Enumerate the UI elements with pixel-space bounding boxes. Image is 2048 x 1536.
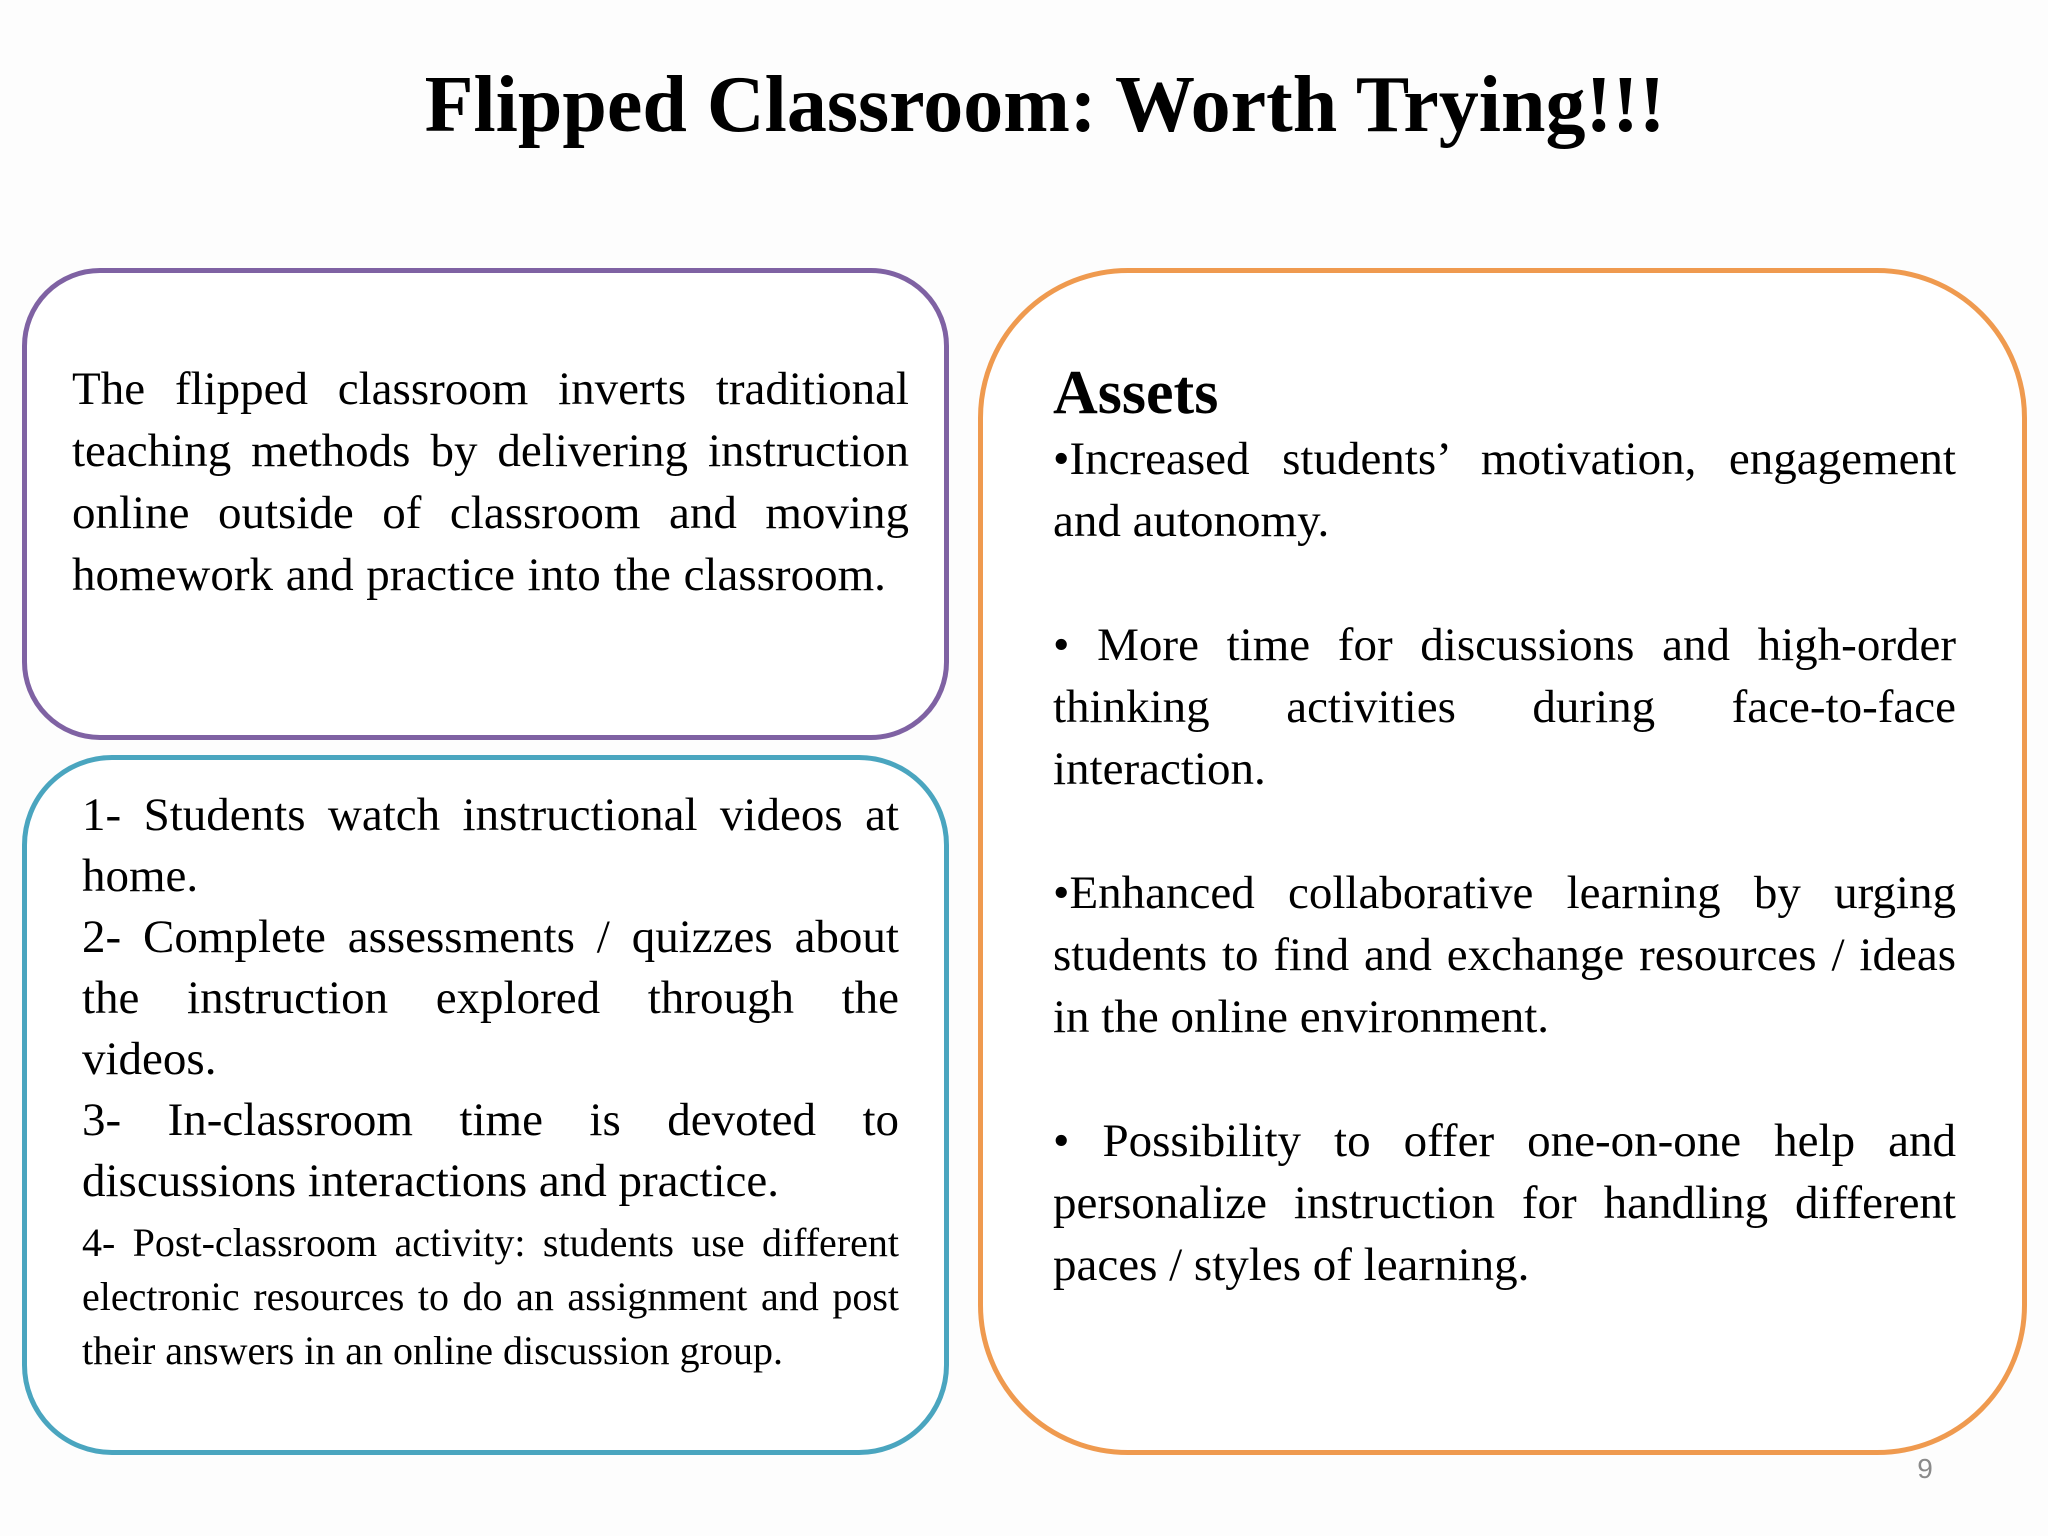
asset-item: •Increased students’ motivation, engagement and autonomy. [1053, 433, 1956, 547]
assets-box [978, 268, 2027, 1455]
assets-heading: Assets [1053, 359, 1219, 427]
step-item: 2- Complete assessments / quizzes about the instruction explored through the videos. [82, 911, 899, 1085]
steps-box [22, 755, 949, 1455]
step-item: 4- Post-classroom activity: students use different electronic resources to do an assignment and post their answers in an online discussion group. [82, 1220, 899, 1373]
slide-title: Flipped Classroom: Worth Trying!!! [424, 61, 1666, 149]
asset-item: • Possibility to offer one-on-one help and personalize instruction for handling different paces / styles of learning. [1053, 1115, 1956, 1291]
steps-list [82, 785, 899, 1378]
assets-content [1053, 358, 1956, 1296]
definition-text: The flipped classroom inverts traditional teaching methods by delivering instruction online outside of classroom and moving homework and practice into the classroom. [72, 363, 909, 601]
asset-item: • More time for discussions and high-order thinking activities during face-to-face interaction. [1053, 619, 1956, 795]
asset-item: •Enhanced collaborative learning by urging students to find and exchange resources / ideas in the online environment. [1053, 867, 1956, 1043]
definition-box [22, 268, 949, 740]
step-item: 1- Students watch instructional videos at home. [82, 789, 899, 902]
step-item: 3- In-classroom time is devoted to discussions interactions and practice. [82, 1094, 899, 1207]
page-number: 9 [1917, 1453, 1933, 1484]
